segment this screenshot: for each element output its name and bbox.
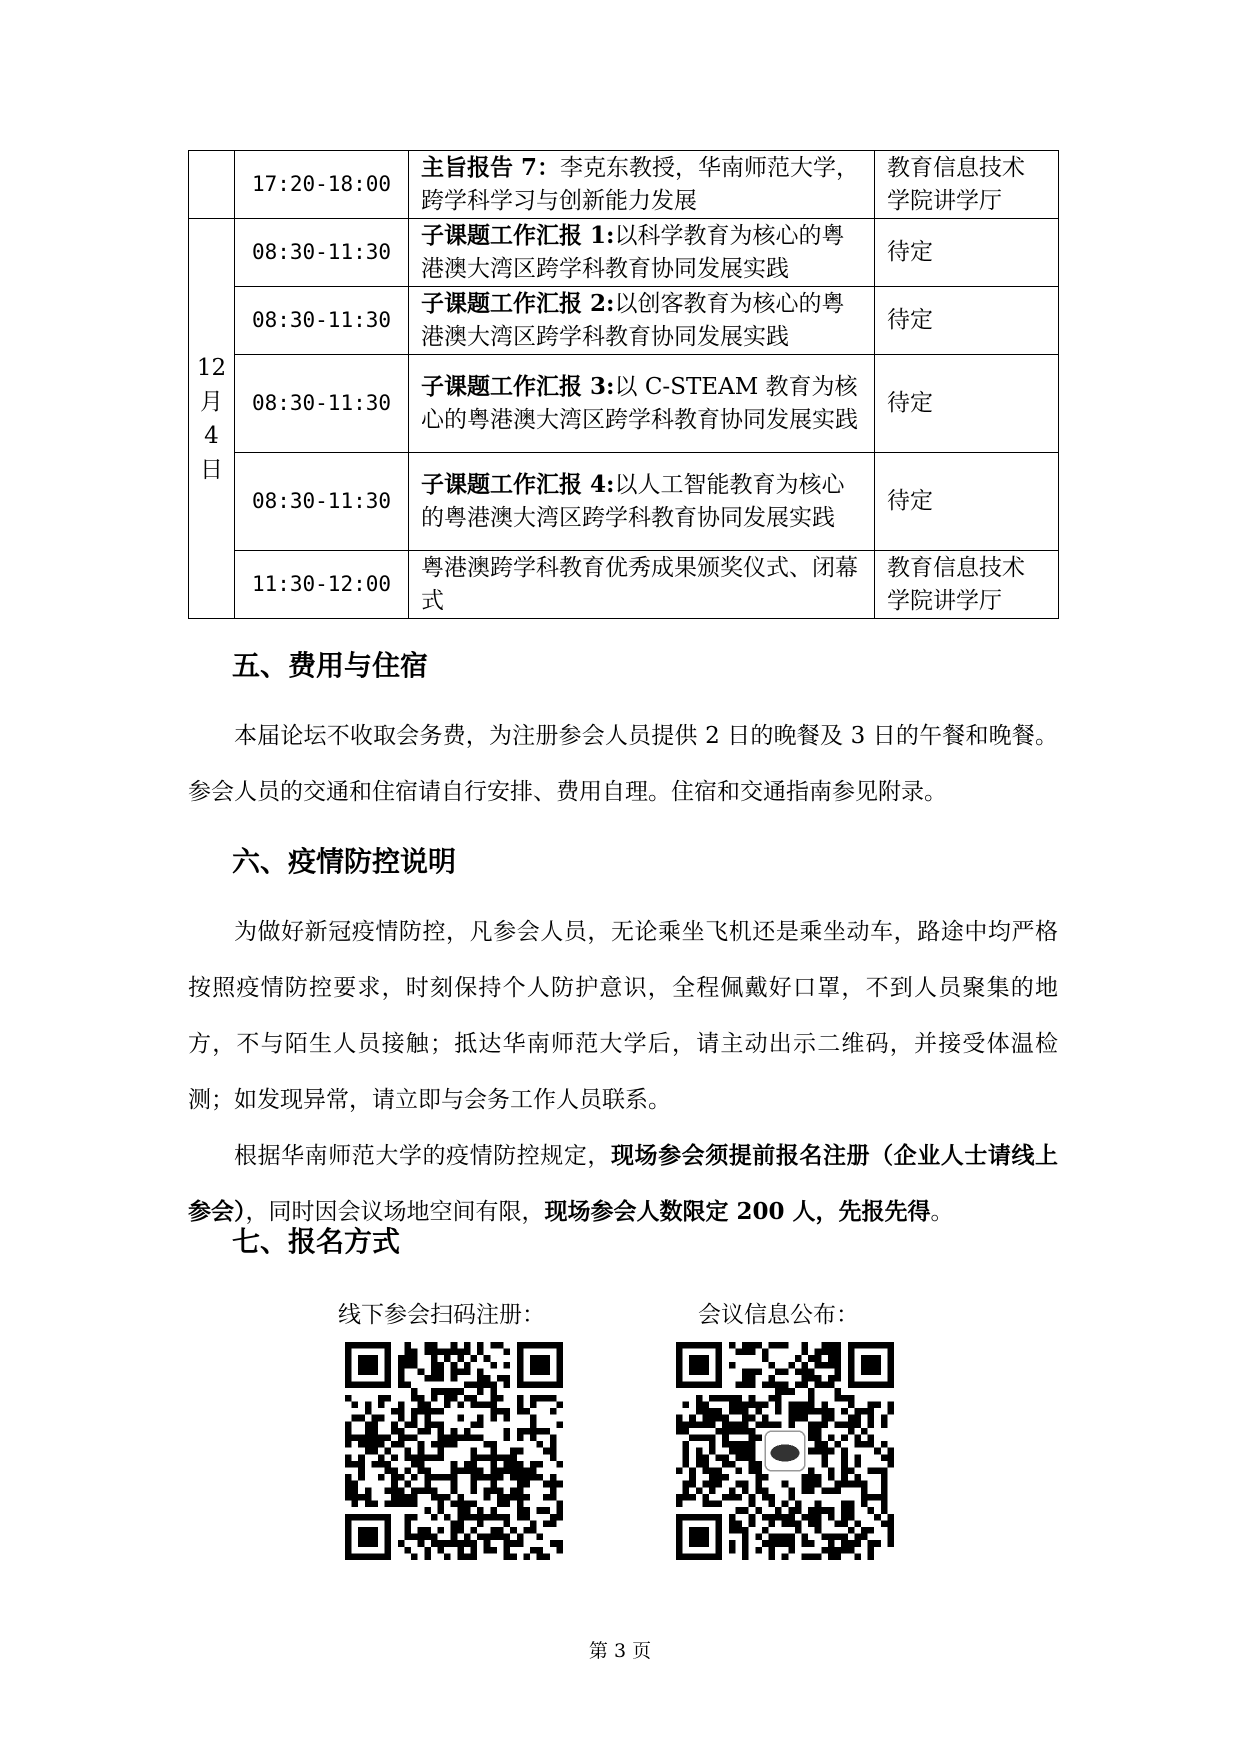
schedule-venue: 待定 <box>875 287 1059 355</box>
section7-heading: 七、报名方式 <box>232 1225 401 1258</box>
schedule-content-title: 子课题工作汇报 3: <box>421 373 615 400</box>
qr-left-label: 线下参会扫码注册： <box>338 1302 545 1328</box>
schedule-venue: 待定 <box>875 219 1059 287</box>
schedule-time: 08:30-11:30 <box>235 219 409 287</box>
schedule-content <box>409 219 875 287</box>
section6-heading: 六、疫情防控说明 <box>232 845 457 878</box>
schedule-content <box>409 551 875 619</box>
schedule-row <box>189 287 1059 355</box>
para2-text-a: 根据华南师范大学的疫情防控规定， <box>234 1143 611 1169</box>
schedule-venue: 教育信息技术学院讲学厅 <box>875 551 1059 619</box>
para2-bold-limit: 现场参会人数限定 200 人，先报先得 <box>544 1198 931 1225</box>
schedule-content <box>409 151 875 219</box>
date-char: 12 <box>196 354 227 381</box>
section5-heading: 五、费用与住宿 <box>232 649 429 682</box>
schedule-venue: 教育信息技术学院讲学厅 <box>875 151 1059 219</box>
schedule-venue: 待定 <box>875 453 1059 551</box>
info-qr-code[interactable] <box>676 1342 894 1560</box>
date-char: 4 <box>204 422 219 449</box>
registration-qr-code[interactable] <box>345 1342 563 1560</box>
schedule-time: 08:30-11:30 <box>235 453 409 551</box>
schedule-table <box>188 150 1059 619</box>
qr-right-label: 会议信息公布： <box>698 1302 859 1328</box>
para2-bold-registration: 现场参会须提前报名注册（企业人士请线上参会） <box>188 1142 1059 1225</box>
page-number: 第 3 页 <box>588 1640 652 1662</box>
schedule-content-text: 粤港澳跨学科教育优秀成果颁奖仪式、闭幕式 <box>421 555 858 614</box>
schedule-content-title: 子课题工作汇报 4: <box>421 471 615 498</box>
schedule-content-text: 以创客教育为核心的粤港澳大湾区跨学科教育协同发展实践 <box>421 291 845 350</box>
para2-text-c: ，同时因会议场地空间有限， <box>245 1199 545 1225</box>
schedule-venue: 待定 <box>875 355 1059 453</box>
para2-text-e: 。 <box>930 1199 954 1225</box>
section5-paragraph: 本届论坛不收取会务费，为注册参会人员提供 2 日的晚餐及 3 日的午餐和晚餐。参会人员的交通和住宿请自行安排、费用自理。住宿和交通指南参见附录。 <box>188 723 1058 805</box>
schedule-content-title: 子课题工作汇报 2: <box>421 290 615 317</box>
schedule-row <box>189 151 1059 219</box>
schedule-row <box>189 219 1059 287</box>
schedule-content <box>409 287 875 355</box>
schedule-content-title: 子课题工作汇报 1: <box>421 222 615 249</box>
schedule-row <box>189 355 1059 453</box>
schedule-content-title: 主旨报告 7： <box>421 154 561 181</box>
schedule-row <box>189 453 1059 551</box>
schedule-date-dec-4 <box>189 219 235 619</box>
schedule-content <box>409 355 875 453</box>
section6-paragraph-1: 为做好新冠疫情防控，凡参会人员，无论乘坐飞机还是乘坐动车，路途中均严格按照疫情防控要求，时刻保持个人防护意识，全程佩戴好口罩，不到人员聚集的地方，不与陌生人员接触；抵达华南师范大学后，请主动出示二维码，并接受体温检测；如发现异常，请立即与会务工作人员联系。 <box>188 919 1058 1113</box>
schedule-time: 08:30-11:30 <box>235 287 409 355</box>
schedule-time: 17:20-18:00 <box>235 151 409 219</box>
schedule-content-text: 以科学教育为核心的粤港澳大湾区跨学科教育协同发展实践 <box>421 223 845 282</box>
schedule-content-text: 以 C-STEAM 教育为核心的粤港澳大湾区跨学科教育协同发展实践 <box>421 374 858 433</box>
schedule-time: 08:30-11:30 <box>235 355 409 453</box>
date-char: 月 <box>200 388 223 415</box>
schedule-content-text: 以人工智能教育为核心的粤港澳大湾区跨学科教育协同发展实践 <box>421 472 845 531</box>
date-char: 日 <box>200 456 223 483</box>
schedule-date-prev-day <box>189 151 235 219</box>
schedule-row <box>189 551 1059 619</box>
schedule-content-text: 李克东教授，华南师范大学，跨学科学习与创新能力发展 <box>421 155 860 214</box>
schedule-content <box>409 453 875 551</box>
schedule-time: 11:30-12:00 <box>235 551 409 619</box>
